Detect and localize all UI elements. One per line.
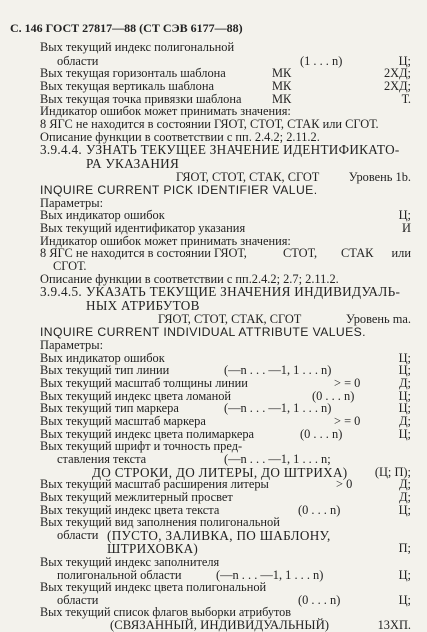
- param-type: Д;: [399, 477, 411, 492]
- param-range: (0 . . . n): [300, 426, 343, 441]
- param-label: Вых текущий индекс цвета полигональной: [40, 580, 267, 595]
- text-line: области: [57, 53, 99, 68]
- param-range: (0 . . . n): [312, 388, 355, 403]
- text-line: Вых текущий идентификатор указания: [40, 221, 246, 236]
- section-title: НЫХ АТРИБУТОВ: [86, 298, 200, 313]
- text-line: СГОТ.: [53, 259, 87, 274]
- section-title: УКАЗАТЬ ТЕКУЩИЕ ЗНАЧЕНИЯ ИНДИВИДУАЛЬ-: [86, 284, 401, 300]
- states: ГЯОТ, СТОТ, СТАК, СГОТ: [176, 169, 320, 184]
- param-range: (0 . . . n): [298, 593, 341, 607]
- text-line: МК: [272, 66, 292, 81]
- text-line: СТОТ,: [283, 246, 318, 261]
- states: ГЯОТ, СТОТ, СТАК, СГОТ: [158, 311, 302, 326]
- text-line: Индикатор ошибок может принимать значения:: [40, 104, 291, 119]
- param-range: (ПУСТО, ЗАЛИВКА, ПО ШАБЛОНУ,: [107, 527, 331, 543]
- text-line: СТАК: [341, 246, 374, 261]
- text-line: Вых текущая горизонталь шаблона: [40, 66, 226, 81]
- param-type: Ц;: [398, 363, 411, 378]
- param-range: ДО СТРОКИ, ДО ЛИТЕРЫ, ДО ШТРИХА): [92, 464, 348, 480]
- param-range: ШТРИХОВКА): [107, 541, 199, 557]
- section-title: РА УКАЗАНИЯ: [86, 155, 180, 171]
- param-label: Вых текущий шрифт и точность пред-: [40, 439, 243, 454]
- param-label: Вых текущий масштаб расширения литеры: [40, 477, 269, 492]
- page-number: С. 146: [10, 21, 43, 35]
- param-label: Вых текущий тип линии: [40, 363, 170, 378]
- text-line: Т.: [401, 91, 411, 106]
- param-type: П;: [398, 541, 411, 556]
- param-label: Вых текущий индекс цвета ломаной: [40, 388, 232, 403]
- param-type: Д;: [399, 489, 411, 504]
- text-line: Описание функции в соответствии с пп. 2.4.2; 2.11.2.: [40, 129, 320, 144]
- text-line: И: [402, 221, 411, 236]
- level: Уровень 1b.: [348, 169, 411, 184]
- param-label: полигональной области: [57, 567, 182, 582]
- param-label: Вых текущий масштаб маркера: [40, 413, 206, 428]
- text-line: 8 ЯГС не находится в состоянии ГЯОТ,: [40, 246, 247, 261]
- section-title: УЗНАТЬ ТЕКУЩЕЕ ЗНАЧЕНИЕ ИДЕНТИФИКАТО-: [86, 142, 400, 158]
- param-label: Вых текущий индекс цвета текста: [40, 502, 220, 517]
- param-label: Вых текущий индекс цвета полимаркера: [40, 426, 255, 441]
- text-line: Ц;: [398, 208, 411, 223]
- param-type: (Ц; П);: [374, 464, 411, 479]
- param-type: Д;: [399, 375, 411, 390]
- params-heading: Параметры:: [40, 337, 104, 352]
- text-line: МК: [272, 91, 292, 106]
- param-label: Вых текущий индекс заполнителя: [40, 555, 220, 569]
- standard-code: ГОСТ 27817—88 (СТ СЭВ 6177—88): [45, 21, 243, 35]
- text-line: Вых текущая точка привязки шаблона: [40, 91, 242, 106]
- level: Уровень ma.: [346, 311, 411, 326]
- param-label: области: [57, 527, 99, 542]
- param-range: (—n . . . —1, 1 . . . n): [224, 401, 332, 416]
- english-name: INQUIRE CURRENT INDIVIDUAL ATTRIBUTE VALUES.: [40, 325, 366, 340]
- param-label: Вых индикатор ошибок: [40, 350, 165, 365]
- param-label: Вых текущий тип маркера: [40, 401, 179, 416]
- param-label: Вых текущий список флагов выборки атрибутов: [40, 605, 291, 619]
- text-line: Вых индикатор ошибок: [40, 208, 165, 223]
- param-label: Вых текущий масштаб толщины линии: [40, 375, 248, 390]
- param-range: (—n . . . —1, 1 . . . n): [216, 567, 324, 582]
- text-line: или: [391, 246, 411, 261]
- param-range: (—n . . . —1, 1 . . . n;: [224, 451, 331, 466]
- text-line: 8 ЯГС не находится в состоянии ГЯОТ, СТОТ, СТАК или СГОТ.: [40, 116, 379, 131]
- param-label: Вых текущий межлитерный просвет: [40, 489, 233, 504]
- param-label: Вых текущий вид заполнения полигональной: [40, 515, 280, 530]
- param-label: ставления текста: [57, 451, 147, 466]
- text-line: Ц;: [398, 53, 411, 68]
- param-range: > = 0: [334, 375, 361, 390]
- param-type: 13ХП.: [377, 618, 411, 632]
- text-line: (1 . . . n): [300, 53, 343, 68]
- param-type: Ц;: [398, 567, 411, 582]
- text-line: 2ХД;: [383, 78, 411, 93]
- text-line: 2ХД;: [383, 66, 411, 81]
- param-label: области: [57, 593, 99, 607]
- param-type: Ц;: [398, 388, 411, 403]
- param-range: > = 0: [334, 413, 361, 428]
- param-type: Ц;: [398, 502, 411, 517]
- param-type: Д;: [399, 413, 411, 428]
- section-number: 3.9.4.5.: [40, 284, 82, 300]
- param-type: Ц;: [398, 426, 411, 441]
- text-line: Вых текущая вертикаль шаблона: [40, 78, 214, 93]
- english-name: INQUIRE CURRENT PICK IDENTIFIER VALUE.: [40, 183, 318, 198]
- params-heading: Параметры:: [40, 195, 104, 210]
- text-line: Вых текущий индекс полигональной: [40, 40, 235, 54]
- page-header: [10, 22, 243, 35]
- param-range: > 0: [336, 477, 353, 492]
- param-range: (СВЯЗАННЫЙ, ИНДИВИДУАЛЬНЫЙ): [110, 618, 330, 632]
- param-range: (—n . . . —1, 1 . . . n): [224, 363, 332, 378]
- text-line: Индикатор ошибок может принимать значения:: [40, 233, 291, 248]
- param-range: (0 . . . n): [298, 502, 341, 517]
- param-type: Ц;: [398, 593, 411, 607]
- text-line: МК: [272, 78, 292, 93]
- text-line: Описание функции в соответствии с пп.2.4.2; 2.7; 2.11.2.: [40, 271, 339, 286]
- param-type: Ц;: [398, 350, 411, 365]
- section-number: 3.9.4.4.: [40, 142, 82, 158]
- param-type: Ц;: [398, 401, 411, 416]
